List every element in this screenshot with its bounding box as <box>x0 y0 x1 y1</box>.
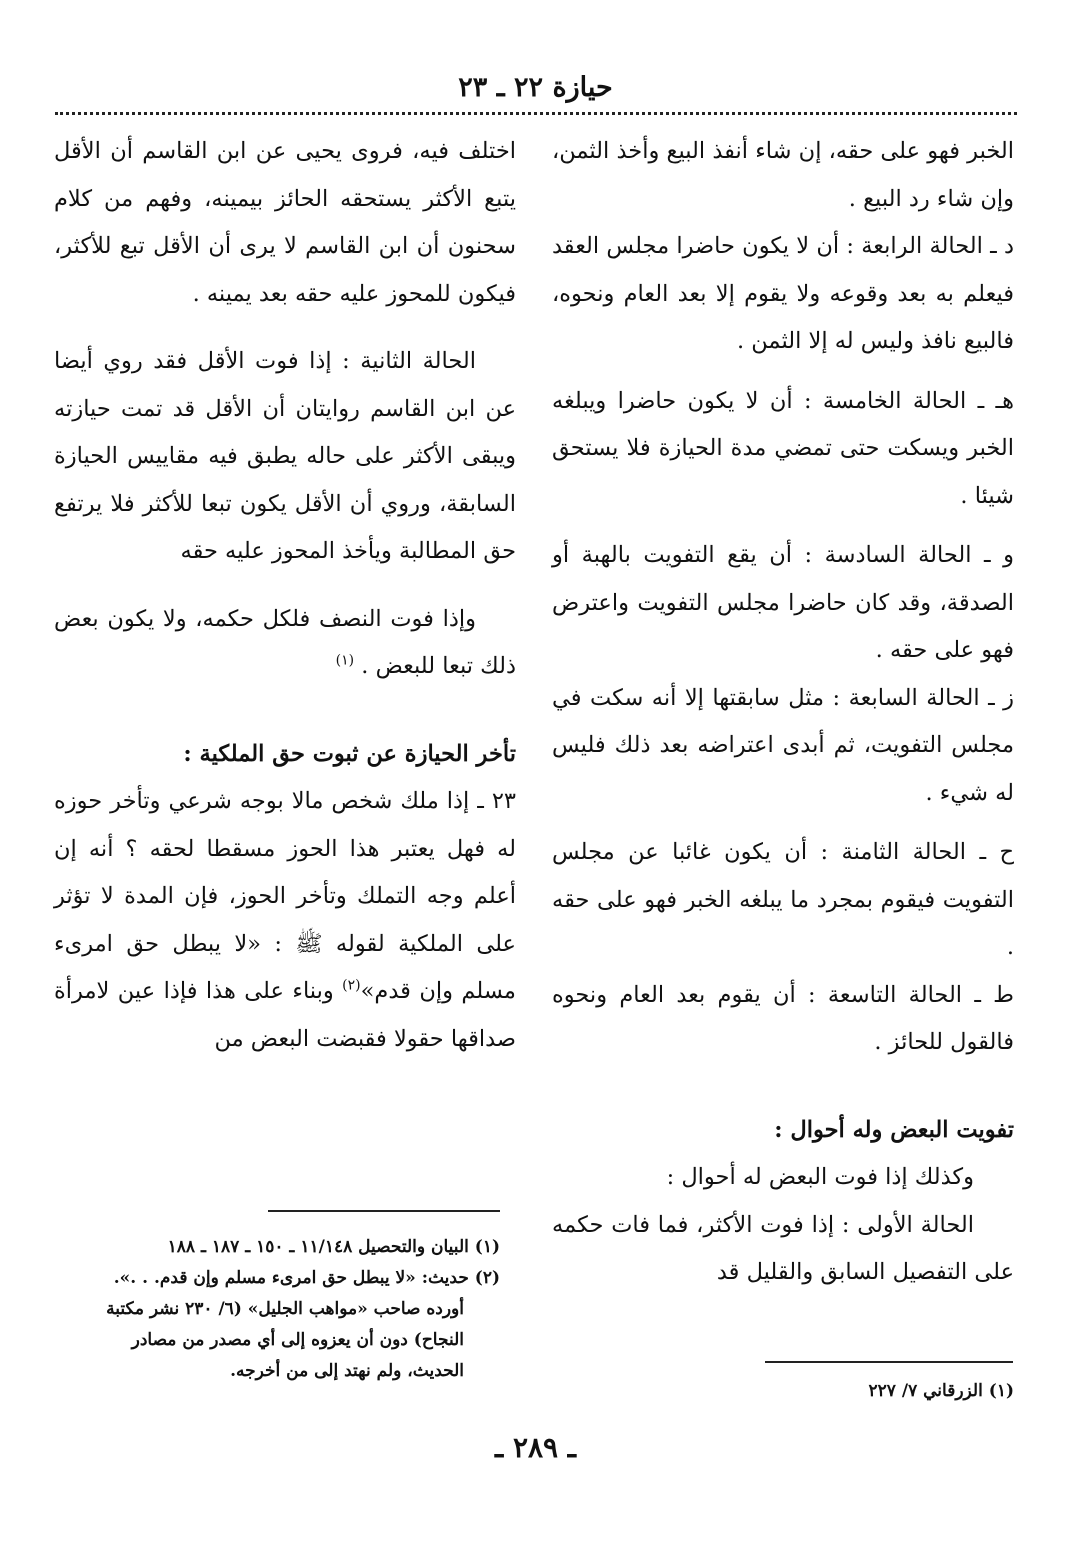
text-line: حكمه على التفصيل السابق والقليل قد <box>552 1211 1014 1285</box>
text-line: الحالة الأولى : إذا فوت الأكثر، فما فات <box>611 1211 974 1238</box>
text-line: الأقل يتبع الأكثر يستحقه الحائز بيمينه، وفهم <box>54 138 517 212</box>
text-line: ويبلغه الخبر ويسكت حتى تمضي مدة الحيازة <box>552 387 1014 461</box>
text-line: في مجلس التفويت، ثم أبدى اعتراضه بعد <box>552 684 1015 758</box>
text-line: فلا يستحق شيئا . <box>552 435 1014 509</box>
text-line: و ـ الحالة السادسة : أن يقع التفويت بالهبة أو <box>552 542 1014 568</box>
text-line: الصدقة، وقد كان حاضرا مجلس التفويت <box>637 589 1014 616</box>
text-line: الحيازة السابقة، وروي أن الأقل يكون تبعا <box>54 443 516 517</box>
text-line: حوزه له فهل يعتبر هذا الحوز مسقطا لحقه ؟ <box>54 788 516 862</box>
footnote-ref: (٢) <box>342 977 361 994</box>
text-line: ويبقى الأكثر على حاله يطبق فيه مقاييس <box>127 443 517 469</box>
footnotes-right <box>554 1376 1014 1407</box>
text-line: الحالة الثانية : إذا فوت الأقل فقد روي أيضا <box>54 348 476 374</box>
text-line: وإذا فوت النصف فلكل حكمه، ولا يكون <box>107 605 476 632</box>
text-line: عن ابن القاسم روايتان أن الأقل قد تمت حيازته <box>54 395 516 422</box>
footnote-rule <box>268 1210 500 1212</box>
paragraph <box>54 596 516 691</box>
paragraph <box>552 378 1014 521</box>
text-line: الثمن، وإن شاء رد البيع . <box>552 138 1014 212</box>
footnote: (١) الزرقاني ٧/ ٢٢٧ <box>868 1381 1014 1401</box>
text-line: عين لامرأة صداقها حقولا فقبضت البعض من <box>54 978 516 1052</box>
text-line: التفويت فيقوم بمجرد ما يبلغه الخبر فهو على <box>597 886 1014 913</box>
running-header: حيازة ٢٢ ـ ٢٣ <box>458 72 613 103</box>
paragraph <box>552 1202 1014 1297</box>
page-number: ـ ٢٨٩ ـ <box>494 1431 577 1464</box>
text-line: واعترض فهو على حقه . <box>552 589 1014 663</box>
text-line: هـ ـ الحالة الخامسة : أن لا يكون حاضرا <box>617 387 1014 414</box>
text-line: حقه <box>180 538 218 564</box>
footnote: (١) البيان والتحصيل ١١/١٤٨ ـ ١٥٠ ـ ١٨٧ ـ ١٨٨ <box>167 1237 500 1257</box>
text-line: ط ـ الحالة التاسعة : أن يقوم بعد العام ونحوه <box>552 981 1014 1008</box>
footnotes-left <box>100 1232 500 1387</box>
text-line: ٢٣ ـ إذا ملك شخص مالا بوجه شرعي وتأخر <box>110 788 516 814</box>
text-line: العقد فيعلم به بعد وقوعه ولا يقوم إلا بعد العام <box>552 233 1014 307</box>
text-line: أنه إن أعلم وجه التملك وتأخر الحوز، فإن المدة <box>54 835 517 909</box>
right-column <box>552 128 1014 1297</box>
paragraph <box>54 778 516 1063</box>
paragraph <box>552 1154 1014 1202</box>
header-dotted-rule <box>55 112 1017 115</box>
text-line: لا تؤثر على الملكية لقوله ﷺ : «لا يبطل حق <box>54 883 516 957</box>
paragraph <box>552 223 1014 366</box>
footnote-line: أورده صاحب «مواهب الجليل» (٦/ ٢٣٠ نشر مكتبة <box>106 1299 464 1319</box>
paragraph <box>54 128 516 318</box>
text-line: فالقول للحائز . <box>874 1029 1014 1055</box>
paragraph <box>552 532 1014 675</box>
text-line: ونحوه، فالبيع نافذ وليس له إلا الثمن . <box>552 280 1014 354</box>
text-line: ح ـ الحالة الثامنة : أن يكون غائبا عن مجلس <box>552 839 1014 865</box>
footnote-rule <box>765 1361 1013 1363</box>
footnote-line: النجاح) دون أن يعزوه إلى أي مصدر من مصادر <box>131 1330 464 1350</box>
text-line: د ـ الحالة الرابعة : أن لا يكون حاضرا مجلس <box>606 233 1014 259</box>
footnote-line: الحديث، ولم نهتد إلى من أخرجه. <box>230 1361 464 1381</box>
left-column <box>54 128 516 1063</box>
text-line: بعض ذلك تبعا للبعض . <box>54 605 516 679</box>
paragraph <box>552 128 1014 223</box>
text-line: ذلك فليس له شيء . <box>552 732 1014 806</box>
footnote: (٢) حديث: «لا يبطل حق امرىء مسلم وإن قدم. . .». <box>113 1268 500 1288</box>
text-line: الأقل تبع للأكثر، فيكون للمحوز عليه حقه <box>54 233 516 307</box>
text-line: الخبر فهو على حقه، إن شاء أنفذ البيع وأخذ <box>616 138 1015 164</box>
text-line: بعد يمينه . <box>192 280 288 307</box>
text-line: للأكثر فلا يرتفع حق المطالبة ويأخذ المحوز عليه <box>54 490 516 564</box>
paragraph <box>552 829 1014 972</box>
footnote-ref: (١) <box>335 652 355 669</box>
text-line: ز ـ الحالة السابعة : مثل سابقتها إلا أنه سكت <box>589 684 1015 711</box>
text-line: من كلام سحنون أن ابن القاسم لا يرى أن <box>54 185 517 259</box>
text-line: امرىء مسلم وإن قدم» <box>54 930 516 1004</box>
text-line: اختلف فيه، فروى يحيى عن ابن القاسم أن <box>110 138 516 164</box>
text-line: وكذلك إذا فوت البعض له أحوال : <box>666 1164 974 1190</box>
section-heading: تأخر الحيازة عن ثبوت حق الملكية : <box>183 740 516 767</box>
text-line: حقه . <box>552 886 1014 960</box>
paragraph <box>552 675 1014 818</box>
paragraph <box>552 972 1014 1067</box>
section-heading: تفويت البعض وله أحوال : <box>774 1116 1014 1143</box>
text-line: وبناء على هذا فإذا <box>163 978 343 1004</box>
paragraph <box>54 338 516 576</box>
